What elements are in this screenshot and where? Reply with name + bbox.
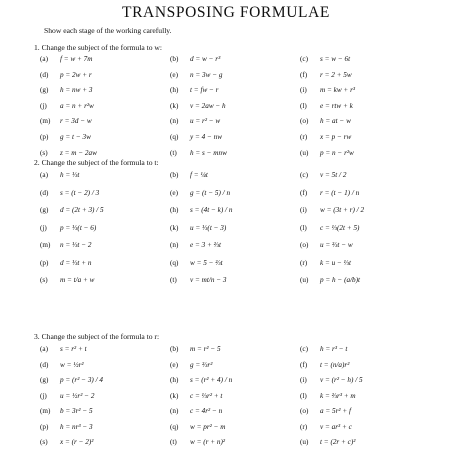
exercise-item [40,438,93,447]
formula-expression: w = 5 − ⅔t [190,258,223,267]
exercise-label: (o) [300,407,309,415]
exercise-label: (l) [300,223,307,232]
formula-expression: d = (2t + 3) / 5 [60,206,104,214]
exercise-item [300,407,351,416]
formula-expression: m = t/a + w [60,276,95,284]
formula-expression: y = 4 − nw [190,133,223,141]
exercise-item [40,133,91,142]
exercise-label: (a) [40,171,48,179]
exercise-item [300,171,346,180]
exercise-label: (m) [40,241,51,249]
formula-expression: s = r² + t [60,345,87,353]
exercise-item [300,438,355,447]
formula-expression: u = ½r² − 2 [60,391,95,400]
exercise-item [40,376,103,385]
exercise-item [300,102,353,111]
exercise-item [40,224,96,233]
exercise-item [170,276,226,285]
exercise-label: (b) [170,345,179,353]
exercise-label: (b) [170,171,179,179]
formula-expression: p = ⅓(t − 6) [60,223,97,232]
exercise-item [170,171,208,180]
formula-expression: v = ar³ + c [320,422,352,431]
formula-expression: p = 2w + r [60,70,92,79]
exercise-item [300,376,363,385]
exercise-item [300,189,359,198]
formula-expression: e = rtw + k [320,101,353,110]
formula-expression: w = ½r² [60,360,84,369]
exercise-label: (d) [40,70,49,79]
exercise-label: (u) [300,148,309,157]
formula-expression: t = (2r + c)² [320,438,356,446]
exercise-item [170,259,223,268]
formula-expression: g = ⅔r² [190,360,213,369]
exercise-label: (n) [170,117,179,126]
exercise-item [40,259,91,268]
exercise-item [40,71,92,80]
exercise-item [170,423,225,432]
exercise-item [300,345,347,354]
exercise-label: (m) [40,117,51,126]
formula-expression: d = w − r³ [190,55,221,63]
formula-expression: g = t − 3w [60,133,91,141]
exercise-item [300,276,360,285]
exercise-label: (j) [40,391,47,400]
exercise-label: (g) [40,86,49,95]
formula-expression: x = (r − 2)² [60,438,94,446]
exercise-item [300,149,354,158]
exercise-label: (j) [40,101,47,110]
formula-expression: w = (r + n)² [190,438,226,446]
exercise-label: (n) [170,241,179,249]
formula-expression: p = n − r²w [320,148,354,157]
exercise-item [170,392,222,401]
instructions: Show each stage of the working carefully. [44,26,172,35]
exercise-label: (c) [300,345,308,353]
formula-expression: d = ⅓t + n [60,258,92,267]
exercise-label: (h) [170,206,179,214]
exercise-label: (p) [40,258,49,267]
exercise-item [300,361,349,370]
exercise-item [300,133,351,142]
formula-expression: v = 2aw − h [190,101,226,110]
formula-expression: v = mt/n − 3 [190,276,227,284]
exercise-label: (t) [170,438,177,446]
formula-expression: w = (3t + r) / 2 [320,206,365,214]
formula-expression: h = r³ − t [320,345,348,353]
formula-expression: r = 3d − w [60,117,92,126]
exercise-label: (e) [170,188,178,197]
exercise-item [170,133,222,142]
exercise-label: (o) [300,241,309,249]
exercise-label: (i) [300,206,307,214]
exercise-item [40,407,93,416]
exercise-label: (f) [300,70,308,79]
exercise-item [170,345,221,354]
formula-expression: r = 2 + 5w [320,70,352,79]
exercise-label: (t) [170,276,177,284]
exercise-label: (e) [170,70,178,79]
exercise-label: (r) [300,258,308,267]
formula-expression: g = (t − 5) / n [190,188,231,197]
exercise-item [300,86,355,95]
exercise-label: (r) [300,133,308,141]
formula-expression: b = 3r² − 5 [60,407,93,415]
exercise-item [170,102,226,111]
exercise-item [170,206,232,215]
exercise-item [40,276,94,285]
exercise-item [40,149,97,158]
formula-expression: u = ⅓(t − 3) [190,223,227,232]
exercise-item [300,241,353,250]
formula-expression: v = (r² − h) / 5 [320,376,363,384]
exercise-item [170,361,212,370]
exercise-label: (k) [170,223,179,232]
exercise-item [170,55,220,64]
exercise-label: (f) [300,188,308,197]
exercise-label: (b) [170,55,179,63]
exercise-item [40,206,104,215]
exercise-item [300,392,356,401]
formula-expression: n = 3w − g [190,70,223,79]
formula-expression: t = (n/a)r² [320,360,350,369]
formula-expression: c = 4r² − n [190,407,223,415]
formula-expression: k = u − ⅓t [320,258,352,267]
formula-expression: c = ⅓r² + t [190,391,223,400]
section-heading-1: 1. Change the subject of the formula to w: [34,43,163,52]
formula-expression: e = 3 + ⅔t [190,241,222,249]
formula-expression: k = ⅔r³ + m [320,391,356,400]
exercise-item [170,224,226,233]
formula-expression: h = ⅓t [60,171,80,179]
exercise-item [40,345,87,354]
formula-expression: r = (t − 1) / n [320,188,360,197]
formula-expression: f = w + 7m [60,55,93,63]
formula-expression: c = ⅓(2t + 5) [320,223,360,232]
formula-expression: a = 5r² + f [320,407,352,415]
exercise-item [170,86,218,95]
formula-expression: s = w − 6t [320,55,351,63]
exercise-item [170,241,221,250]
exercise-item [40,361,84,370]
exercise-label: (a) [40,345,48,353]
formula-expression: s = (4t − k) / n [190,206,233,214]
exercise-item [170,407,222,416]
exercise-label: (u) [300,438,309,446]
exercise-item [170,438,225,447]
exercise-label: (k) [170,391,179,400]
exercise-label: (q) [170,133,179,141]
formula-expression: s = (t − 2) / 3 [60,188,100,197]
exercise-label: (i) [300,376,307,384]
formula-expression: h = nw + 3 [60,86,93,95]
exercise-label: (t) [170,148,177,157]
formula-expression: z = m − 2aw [60,148,97,157]
exercise-item [300,259,351,268]
exercise-item [40,423,93,432]
exercise-item [300,55,350,64]
formula-expression: f = ¼t [190,171,208,179]
exercise-label: (k) [170,101,179,110]
exercise-label: (d) [40,360,49,369]
exercise-item [40,392,94,401]
exercise-label: (h) [170,86,179,95]
exercise-label: (n) [170,407,179,415]
formula-expression: n = ⅓t − 2 [60,241,92,249]
exercise-item [170,117,220,126]
exercise-label: (d) [40,188,49,197]
formula-expression: s = (r² + 4) / n [190,376,233,384]
formula-expression: m = r² − 5 [190,345,221,353]
formula-expression: p = h − (a/b)t [320,276,361,284]
exercise-label: (s) [40,148,48,157]
formula-expression: a = n + r²w [60,101,94,110]
exercise-item [170,149,227,158]
exercise-label: (u) [300,276,309,284]
exercise-label: (g) [40,206,49,214]
formula-expression: u = ⅔t − w [320,241,353,249]
exercise-item [300,117,351,126]
exercise-label: (r) [300,422,308,431]
exercise-item [40,102,94,111]
exercise-label: (p) [40,133,49,141]
exercise-item [40,241,91,250]
exercise-label: (e) [170,360,178,369]
exercise-label: (i) [300,86,307,95]
formula-expression: w = pr² − m [190,422,226,431]
exercise-label: (j) [40,223,47,232]
exercise-label: (q) [170,258,179,267]
exercise-label: (l) [300,101,307,110]
exercise-label: (l) [300,391,307,400]
exercise-label: (c) [300,55,308,63]
formula-expression: v = 5t / 2 [320,171,347,179]
exercise-label: (h) [170,376,179,384]
section-heading-3: 3. Change the subject of the formula to r: [34,332,160,341]
exercise-label: (s) [40,276,48,284]
exercise-item [40,189,99,198]
exercise-label: (m) [40,407,51,415]
exercise-item [300,71,352,80]
section-heading-2: 2. Change the subject of the formula to t: [34,158,159,167]
exercise-item [40,86,92,95]
formula-expression: t = fw − r [190,86,219,95]
exercise-label: (p) [40,422,49,431]
exercise-label: (q) [170,422,179,431]
formula-expression: x = p − rw [320,133,352,141]
exercise-item [170,189,230,198]
exercise-label: (a) [40,55,48,63]
exercise-item [300,423,352,432]
formula-expression: h = at − w [320,117,351,126]
formula-expression: h = s − mnw [190,148,227,157]
formula-expression: u = r² − w [190,117,221,126]
exercise-label: (g) [40,376,49,384]
exercise-item [300,224,359,233]
exercise-label: (s) [40,438,48,446]
exercise-label: (c) [300,171,308,179]
formula-expression: h = nr³ − 3 [60,422,93,431]
formula-expression: m = kw + r³ [320,86,356,95]
exercise-item [40,171,79,180]
exercise-item [300,206,364,215]
exercise-label: (o) [300,117,309,126]
exercise-item [40,55,92,64]
page-title: TRANSPOSING FORMULAE [122,4,330,21]
exercise-item [170,376,232,385]
exercise-label: (f) [300,360,308,369]
formula-expression: p = (r² − 3) / 4 [60,376,103,384]
exercise-item [40,117,92,126]
exercise-item [170,71,222,80]
